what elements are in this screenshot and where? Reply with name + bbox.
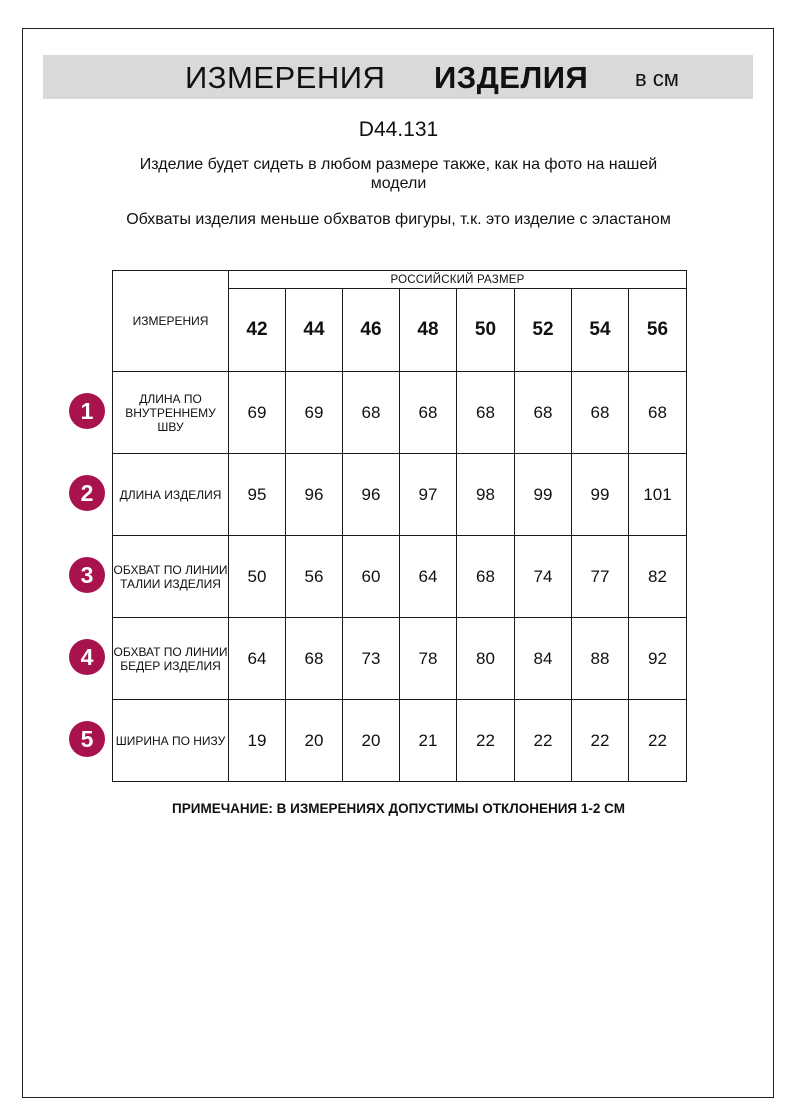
- measurement-value: 64: [400, 536, 457, 618]
- measurement-value: 95: [229, 454, 286, 536]
- title-banner: [43, 55, 753, 99]
- measurement-value: 101: [629, 454, 687, 536]
- measurement-value: 96: [343, 454, 400, 536]
- measurement-value: 50: [229, 536, 286, 618]
- measurement-value: 19: [229, 700, 286, 782]
- measurement-value: 68: [400, 372, 457, 454]
- measurement-value: 98: [457, 454, 515, 536]
- measurement-value: 64: [229, 618, 286, 700]
- measurement-value: 22: [515, 700, 572, 782]
- measurement-value: 68: [457, 372, 515, 454]
- table-row: [113, 700, 687, 782]
- measurement-label: ДЛИНА ПО ВНУТРЕННЕМУ ШВУ: [113, 372, 229, 454]
- title-bold: ИЗДЕЛИЯ: [434, 60, 589, 95]
- row-number-badge: 4: [69, 639, 105, 675]
- title-main: ИЗМЕРЕНИЯ: [185, 60, 386, 95]
- row-number-badge: 1: [69, 393, 105, 429]
- measurement-value: 97: [400, 454, 457, 536]
- fit-note: Изделие будет сидеть в любом размере также, как на фото на нашей модели: [139, 156, 658, 192]
- measurement-label: ОБХВАТ ПО ЛИНИИ ТАЛИИ ИЗДЕЛИЯ: [113, 536, 229, 618]
- product-code: D44.131: [358, 118, 439, 141]
- title-unit: в см: [635, 66, 679, 91]
- measurement-value: 73: [343, 618, 400, 700]
- measurement-value: 92: [629, 618, 687, 700]
- row-number-badge: 5: [69, 721, 105, 757]
- measurement-label: ШИРИНА ПО НИЗУ: [113, 700, 229, 782]
- measurement-value: 56: [286, 536, 343, 618]
- size-header-cell: 52: [515, 289, 572, 372]
- size-header-cell: 56: [629, 289, 687, 372]
- table-row: [113, 454, 687, 536]
- measurement-value: 20: [286, 700, 343, 782]
- size-table: [112, 270, 687, 782]
- measurement-value: 68: [572, 372, 629, 454]
- table-row: [113, 536, 687, 618]
- measurement-value: 99: [515, 454, 572, 536]
- size-group-header: РОССИЙСКИЙ РАЗМЕР: [229, 271, 687, 289]
- measurement-value: 84: [515, 618, 572, 700]
- size-header-cell: 54: [572, 289, 629, 372]
- size-header-cell: 48: [400, 289, 457, 372]
- measurement-value: 82: [629, 536, 687, 618]
- table-row: [113, 372, 687, 454]
- row-number-badge: 2: [69, 475, 105, 511]
- size-header-cell: 50: [457, 289, 515, 372]
- measurement-value: 69: [286, 372, 343, 454]
- size-header-cell: 42: [229, 289, 286, 372]
- measurement-value: 80: [457, 618, 515, 700]
- size-header-cell: 44: [286, 289, 343, 372]
- measurement-value: 22: [457, 700, 515, 782]
- measurement-value: 20: [343, 700, 400, 782]
- elastane-note: Обхваты изделия меньше обхватов фигуры, т.к. это изделие с эластаном: [126, 211, 671, 228]
- table-row: [113, 618, 687, 700]
- measurement-value: 88: [572, 618, 629, 700]
- tolerance-note: ПРИМЕЧАНИЕ: В ИЗМЕРЕНИЯХ ДОПУСТИМЫ ОТКЛОНЕНИЯ 1-2 СМ: [172, 801, 625, 816]
- measurement-value: 68: [457, 536, 515, 618]
- measurement-value: 21: [400, 700, 457, 782]
- size-header-cell: 46: [343, 289, 400, 372]
- measurement-value: 68: [286, 618, 343, 700]
- measurement-label: ДЛИНА ИЗДЕЛИЯ: [113, 454, 229, 536]
- measure-header: ИЗМЕРЕНИЯ: [113, 271, 229, 372]
- measurement-value: 69: [229, 372, 286, 454]
- measurement-label: ОБХВАТ ПО ЛИНИИ БЕДЕР ИЗДЕЛИЯ: [113, 618, 229, 700]
- measurement-value: 77: [572, 536, 629, 618]
- measurement-value: 68: [515, 372, 572, 454]
- measurement-value: 78: [400, 618, 457, 700]
- measurement-value: 22: [572, 700, 629, 782]
- measurement-value: 96: [286, 454, 343, 536]
- measurement-value: 68: [343, 372, 400, 454]
- measurement-value: 60: [343, 536, 400, 618]
- measurement-value: 74: [515, 536, 572, 618]
- measurement-value: 99: [572, 454, 629, 536]
- measurement-value: 22: [629, 700, 687, 782]
- row-number-badge: 3: [69, 557, 105, 593]
- measurement-value: 68: [629, 372, 687, 454]
